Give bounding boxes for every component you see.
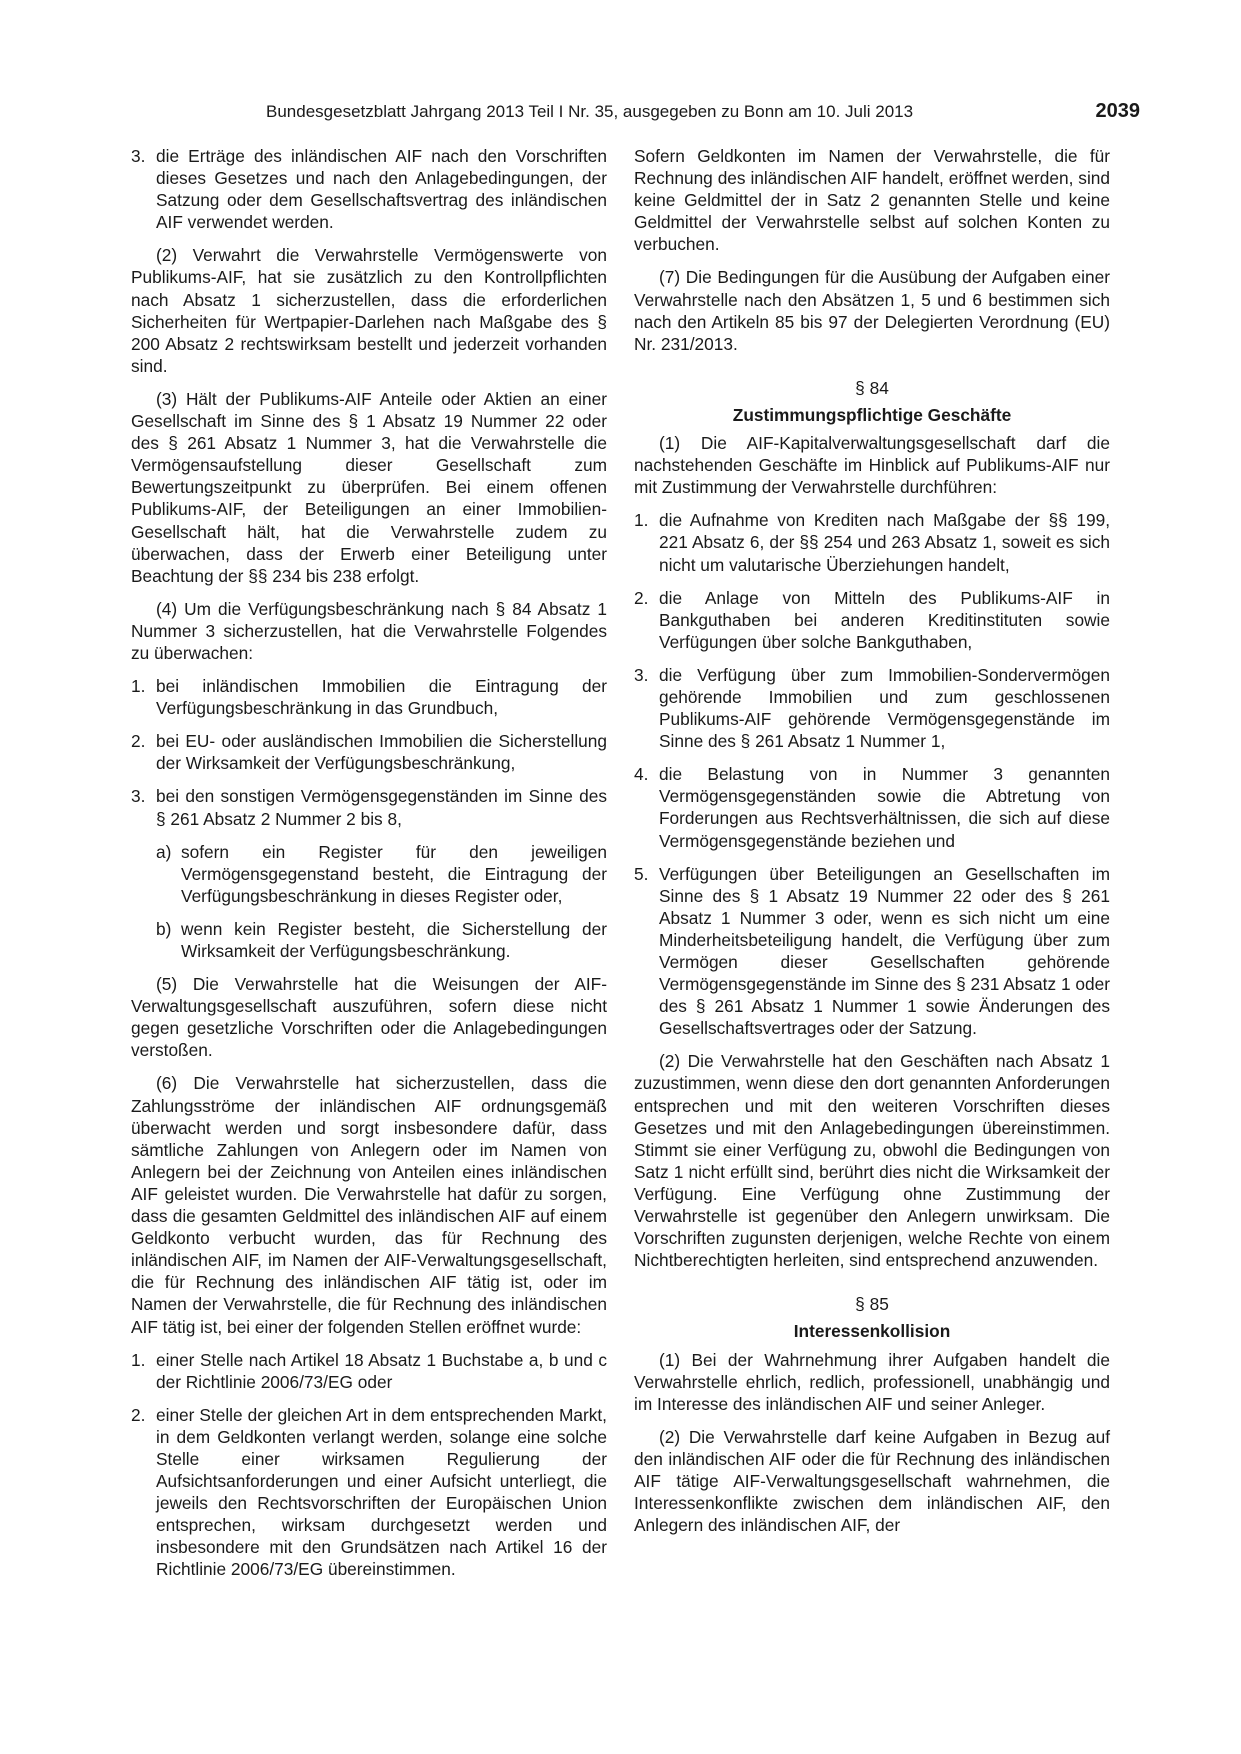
section-84-paragraph-2: (2) Die Verwahrstelle hat den Geschäften nach Absatz 1 zuzustimmen, wenn diese den dort genannten Anforderungen entsprechen und mit den weiteren Vorschriften dieses Gesetzes und mit den Anlagebedingungen übereinstimmen. Stimmt sie einer Verfügung zu, obwohl die Bedingungen von Satz 1 nicht erfüllt sind, berührt dies nicht die Wirksamkeit der Verfügung. Eine Verfügung ohne Zustimmung der Verwahrstelle ist gegenüber den Anlegern unwirksam. Die Vorschriften zugunsten derjenigen, welche Rechte von einem Nichtberechtigten herleiten, sind entsprechend anzuwenden. [634,1051,1110,1271]
list-item-text: die Aufnahme von Krediten nach Maßgabe der §§ 199, 221 Absatz 6, der §§ 254 und 263 Absatz 1, soweit es sich nicht um valutarische Überziehungen handelt, [659,510,1110,575]
section-title: Interessenkollision [793,1321,951,1342]
paragraph-5: (5) Die Verwahrstelle hat die Weisungen der AIF-Verwaltungsgesellschaft auszuführen, sofern diese nicht gegen gesetzliche Vorschriften oder die Anlagebedingungen verstoßen. [131,974,607,1061]
list-item [131,730,607,774]
list-item [131,145,607,233]
section-number: § 85 [855,1294,889,1315]
list-item-number: 1. [131,1349,146,1370]
list-item-number: 2. [131,731,146,752]
list-item [131,1404,607,1581]
section-84-paragraph-1: (1) Die AIF-Kapitalverwaltungsgesellschaft darf die nachstehenden Geschäfte im Hinblick auf Publikums-AIF nur mit Zustimmung der Verwahrstelle durchführen: [634,433,1110,498]
list-item-number: 1. [634,510,649,531]
list-item [634,664,1110,752]
list-item [131,785,607,829]
list-item-text: einer Stelle der gleichen Art in dem entsprechenden Markt, in dem Geldkonten verlangt werden, solange eine solche Stelle einer wirksamen Regulierung der Aufsichtsanforderungen und einer Aufsicht unterliegt, die jeweils den Rechtsvorschriften der Europäischen Union entsprechen, wirksam durchgesetzt werden und insbesondere mit den Grundsätzen nach Artikel 16 der Richtlinie 2006/73/EG übereinstimmen. [156,1404,607,1580]
list-item-text: die Verfügung über zum Immobilien-Sondervermögen gehörende Immobilien und zum geschlossenen Publikums-AIF gehörende Vermögensgegenstände im Sinne des § 261 Absatz 1 Nummer 1, [659,664,1110,752]
list-item-text: bei den sonstigen Vermögensgegenständen im Sinne des § 261 Absatz 2 Nummer 2 bis 8, [156,786,607,829]
list-item-text: die Erträge des inländischen AIF nach den Vorschriften dieses Gesetzes und nach den Anlagebedingungen, der Satzung oder dem Gesellschaftsvertrag des inländischen AIF verwendet werden. [156,146,607,233]
left-column [131,145,607,1592]
paragraph-3: (3) Hält der Publikums-AIF Anteile oder Aktien an einer Gesellschaft im Sinne des § 1 Absatz 19 Nummer 22 oder des § 261 Absatz 1 Nummer 3, hat die Verwahrstelle die Vermögensaufstellung dieser Gesellschaft zum Bewertungszeitpunkt zu überprüfen. Bei einem offenen Publikums-AIF, der Beteiligungen an einer Immobilien-Gesellschaft hält, hat die Verwahrstelle zudem zu überwachen, dass der Erwerb einer Beteiligung unter Beachtung der §§ 234 bis 238 erfolgt. [131,388,607,586]
paragraph-6: (6) Die Verwahrstelle hat sicherzustellen, dass die Zahlungsströme der inländischen AIF ordnungsgemäß überwacht werden und sorgt insbesondere dafür, dass sämtliche Zahlungen von Anlegern oder im Namen von Anlegern bei der Zeichnung von Anteilen eines inländischen AIF geleistet wurden. Die Verwahrstelle hat dafür zu sorgen, dass die gesamten Geldmittel des inländischen AIF auf einem Geldkonto verbucht wurden, das für Rechnung des inländischen AIF, im Namen der AIF-Verwaltungsgesellschaft, die für Rechnung des inländischen AIF tätig ist, oder im Namen der Verwahrstelle, die für Rechnung des inländischen AIF tätig ist, bei einer der folgenden Stellen eröffnet wurde: [131,1073,607,1337]
section-number: § 84 [855,377,889,398]
list-item-text: einer Stelle nach Artikel 18 Absatz 1 Buchstabe a, b und c der Richtlinie 2006/73/EG oder [156,1349,607,1392]
list-item-number: 2. [131,1404,146,1425]
list-item-text: die Anlage von Mitteln des Publikums-AIF in Bankguthaben bei anderen Kreditinstituten sowie Verfügungen über solche Bankguthaben, [659,587,1110,652]
sub-item-text: wenn kein Register besteht, die Sicherstellung der Wirksamkeit der Verfügungsbeschränkung. [181,918,607,961]
list-item [634,587,1110,653]
list-item-number: 4. [634,764,649,785]
sub-list-item [156,918,607,962]
list-item-number: 3. [131,146,146,166]
page-number: 2039 [1095,100,1140,122]
list-item-number: 3. [634,664,649,685]
sub-list-item [156,841,607,907]
list-item-number: 5. [634,863,649,884]
sub-item-letter: b) [156,918,172,939]
list-item-text: bei inländischen Immobilien die Eintragung der Verfügungsbeschränkung in das Grundbuch, [156,676,607,719]
list-item-number: 3. [131,786,146,807]
paragraph-4: (4) Um die Verfügungsbeschränkung nach § 84 Absatz 1 Nummer 3 sicherzustellen, hat die Verwahrstelle Folgendes zu überwachen: [131,598,607,663]
list-item [634,509,1110,575]
list-item-number: 2. [634,587,649,608]
continuation-paragraph: Sofern Geldkonten im Namen der Verwahrstelle, die für Rechnung des inländischen AIF handelt, eröffnet werden, sind keine Geldmittel der in Satz 2 genannten Stelle und keine Geldmittel der Verwahrstelle selbst auf solchen Konten zu verbuchen. [634,146,1110,255]
list-item-text: Verfügungen über Beteiligungen an Gesellschaften im Sinne des § 1 Absatz 19 Nummer 22 oder des § 261 Absatz 1 Nummer 3 oder, wenn es sich nicht um eine Minderheitsbeteiligung handelt, die Verfügung über zum Vermögen dieser Gesellschaften gehörende Vermögensgegenstände im Sinne des § 231 Absatz 1 oder des § 261 Absatz 1 Nummer 1 sowie Änderungen des Gesellschaftsvertrages oder der Satzung. [659,863,1110,1039]
list-item [131,1349,607,1393]
list-item-text: die Belastung von in Nummer 3 genannten Vermögensgegenständen sowie die Abtretung von Forderungen aus Rechtsverhältnissen, die sich auf diese Vermögensgegenstände beziehen und [659,764,1110,851]
section-85-paragraph-2: (2) Die Verwahrstelle darf keine Aufgaben in Bezug auf den inländischen AIF oder die für Rechnung des inländischen AIF tätige AIF-Verwaltungsgesellschaft wahrnehmen, die Interessenkonflikte zwischen dem inländischen AIF, den Anlegern des inländischen AIF, der [634,1426,1110,1536]
paragraph-2: (2) Verwahrt die Verwahrstelle Vermögenswerte von Publikums-AIF, hat sie zusätzlich zu den Kontrollpflichten nach Absatz 1 sicherzustellen, dass die erforderlichen Sicherheiten für Wertpapier-Darlehen nach Maßgabe des § 200 Absatz 2 rechtswirksam bestellt und jederzeit vorhanden sind. [131,245,607,376]
list-item [634,863,1110,1040]
list-item [131,675,607,719]
sub-item-letter: a) [156,841,172,862]
header-title: Bundesgesetzblatt Jahrgang 2013 Teil I Nr. 35, ausgegeben zu Bonn am 10. Juli 2013 [266,102,914,121]
paragraph-7: (7) Die Bedingungen für die Ausübung der Aufgaben einer Verwahrstelle nach den Absätzen 1, 5 und 6 bestimmen sich nach den Artikeln 85 bis 97 der Delegierten Verordnung (EU) Nr. 231/2013. [634,267,1110,354]
right-column [634,145,1110,1547]
section-title: Zustimmungspflichtige Geschäfte [732,404,1012,425]
list-item-number: 1. [131,676,146,697]
sub-item-text: sofern ein Register für den jeweiligen Vermögensgegenstand besteht, die Eintragung der Verfügungsbeschränkung in dieses Register oder, [181,841,607,906]
section-85-paragraph-1: (1) Bei der Wahrnehmung ihrer Aufgaben handelt die Verwahrstelle ehrlich, redlich, professionell, unabhängig und im Interesse des inländischen AIF und seiner Anleger. [634,1349,1110,1414]
list-item [634,763,1110,851]
list-item-text: bei EU- oder ausländischen Immobilien die Sicherstellung der Wirksamkeit der Verfügungsbeschränkung, [156,731,607,774]
